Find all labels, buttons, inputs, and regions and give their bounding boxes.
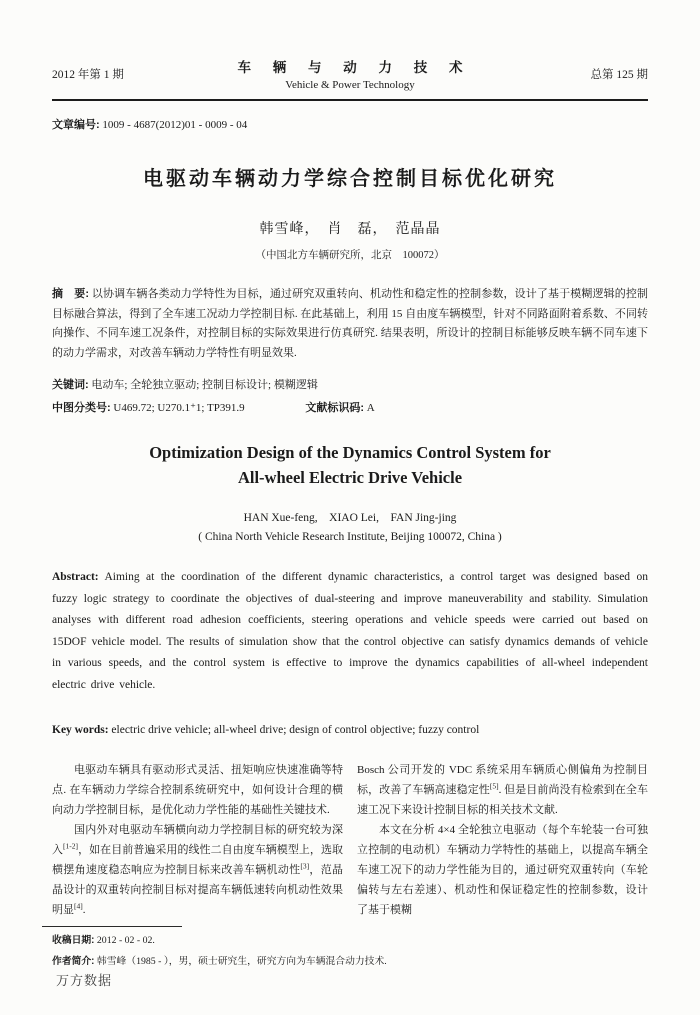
footnote-block (52, 926, 648, 969)
document-code-value: A (366, 402, 375, 414)
author-bio-label: 作者简介: (52, 956, 95, 967)
received-date-line (52, 933, 648, 948)
paper-title-english (52, 440, 648, 490)
abstract-chinese-label: 摘 要: (52, 288, 90, 300)
keywords-english-label: Key words: (52, 724, 109, 736)
body-column-right (357, 760, 648, 920)
abstract-english (52, 567, 648, 696)
keywords-chinese-line (52, 376, 648, 392)
body-paragraph: 本文在分析 4×4 全轮独立电驱动（每个车轮装一台可独立控制的电动机）车辆动力学特性的基础上，以提高车辆全车速工况下的动力学性能为目的，通过研究双重转向（车轮偏转与左右差速）、机动性和保证稳定性的控制参数，设计了基于模糊 (357, 824, 648, 916)
body-column-left (52, 760, 343, 920)
body-paragraph: 电驱动车辆具有驱动形式灵活、扭矩响应快速准确等特点. 在车辆动力学综合控制系统研究中，如何设计合理的横向动力学控制目标，是优化动力学性能的基础性关键技术. (52, 764, 343, 816)
header-divider (52, 99, 648, 101)
paper-title-english-line1: Optimization Design of the Dynamics Control System for (149, 443, 551, 462)
author-bio-line (52, 954, 648, 969)
affiliation-chinese: （中国北方车辆研究所，北京 100072） (255, 250, 445, 261)
article-number-label: 文章编号: (52, 119, 100, 131)
author-bio-value: 韩雪峰（1985 - ），男，硕士研究生，研究方向为车辆混合动力技术. (96, 956, 387, 967)
article-number-line (52, 116, 648, 132)
keywords-english-line (52, 724, 648, 736)
keywords-chinese-text: 电动车; 全轮独立驱动; 控制目标设计; 模糊逻辑 (91, 379, 318, 391)
abstract-chinese-text: 以协调车辆各类动力学特性为目标，通过研究双重转向、机动性和稳定性的控制参数，设计了基于模糊逻辑的控制目标融合算法，得到了全车速工况动力学控制目标. 在此基础上，利用 15 自由度车辆模型，针对不同路面附着系数、不同转向操作、不同车速工况条件，对控制目标的实际效果进行仿真研究. 结果表明，所设计的控制目标能够反映车辆不同车速下的动力学需求，对改善车辆动力学特性有明显效果. (52, 288, 648, 359)
journal-name-chinese: 车 辆 与 动 力 技 术 (237, 60, 472, 75)
issue-number-left: 2012 年第 1 期 (52, 68, 124, 81)
authors-chinese: 韩雪峰， 肖 磊， 范晶晶 (259, 222, 441, 237)
issue-number-right: 总第 125 期 (590, 68, 648, 81)
body-columns (52, 760, 648, 920)
received-date-label: 收稿日期: (52, 935, 95, 946)
journal-name-block (202, 56, 498, 91)
abstract-english-text: Aiming at the coordination of the different dynamic characteristics, a control target was designed based on fuzzy logic strategy to coordinate the objectives of dual-steering and improve maneuverability and stability. Simulation analyses with different road adhesion coefficients, steering operations and vehicle speeds were carried out based on 15DOF vehicle model. The results of simulation show that the control objective can satisfy dynamics demands of vehicle in various speeds, and the control system is effective to improve the dynamics capabilities of all-wheel independent electric drive vehicle. (52, 571, 648, 691)
body-paragraph: Bosch 公司开发的 VDC 系统采用车辆质心侧偏角为控制目标，改善了车辆高速稳定性[5]. 但是目前尚没有检索到在全车速工况下来设计控制目标的相关技术文献. (357, 764, 649, 816)
paper-title-english-line2: All-wheel Electric Drive Vehicle (237, 468, 463, 487)
journal-name-english: Vehicle & Power Technology (285, 79, 415, 91)
paper-title-chinese: 电驱动车辆动力学综合控制目标优化研究 (143, 168, 557, 190)
clc-value: U469.72; U270.1⁺1; TP391.9 (113, 402, 245, 414)
keywords-english-text: electric drive vehicle; all-wheel drive; design of control objective; fuzzy control (111, 724, 480, 736)
body-paragraph: 国内外对电驱动车辆横向动力学控制目标的研究较为深入[1-2]，如在目前普遍采用的线性二自由度车辆模型上，选取横摆角速度稳态响应为控制目标来改善车辆机动性[3]，范晶晶设计的双重转向控制目标对提高车辆低速转向机动性效果明显[4]. (52, 824, 344, 916)
authors-english: HAN Xue-feng, XIAO Lei, FAN Jing-jing (243, 512, 457, 524)
received-date-value: 2012 - 02 - 02. (96, 935, 155, 946)
document-code-label: 文献标识码: (305, 402, 365, 414)
keywords-chinese-label: 关键词: (52, 379, 89, 391)
article-number-value: 1009 - 4687(2012)01 - 0009 - 04 (102, 119, 248, 131)
abstract-english-label: Abstract: (52, 571, 99, 583)
clc-line (52, 399, 648, 415)
footnote-divider (42, 926, 182, 927)
abstract-chinese (52, 285, 648, 363)
journal-header (52, 56, 648, 91)
affiliation-english: ( China North Vehicle Research Institute, Beijing 100072, China ) (198, 531, 502, 543)
clc-label: 中图分类号: (52, 402, 111, 414)
document-code-group (305, 402, 374, 414)
wanfang-watermark: 万方数据 (56, 973, 113, 988)
